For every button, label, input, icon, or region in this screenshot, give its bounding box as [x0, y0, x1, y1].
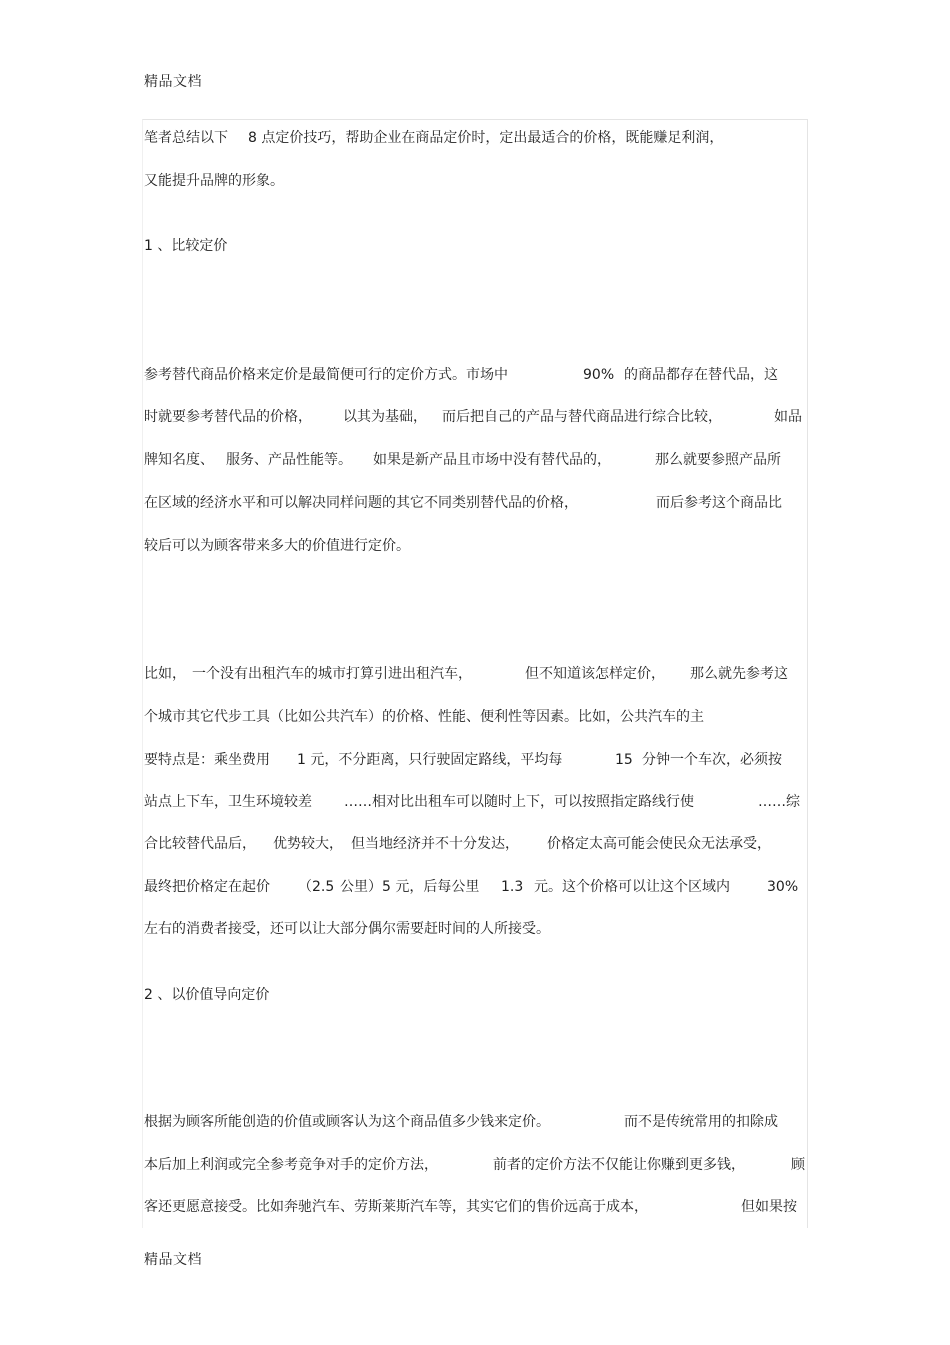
text-segment: 那么就要参照产品所 [655, 452, 781, 468]
text-segment: 比如， [144, 666, 186, 682]
text-segment: 客还更愿意接受。比如奔驰汽车、劳斯莱斯汽车等，其实它们的售价远高于成本， [144, 1199, 648, 1215]
text-segment: 但不知道该怎样定价， [525, 666, 665, 682]
text-segment: 个城市其它代步工具（比如公共汽车）的价格、性能、便利性等因素。比如，公共汽车的主 [144, 709, 704, 725]
text-segment: 90% [583, 367, 615, 383]
text-segment: 但如果按 [741, 1199, 797, 1215]
heading-text: 1 、比较定价 [144, 238, 228, 254]
text-segment: 左右的消费者接受，还可以让大部分偶尔需要赶时间的人所接受。 [144, 921, 550, 937]
text-segment: 合比较替代品后， [144, 836, 256, 852]
text-segment: 分钟一个车次，必须按 [642, 752, 782, 768]
text-segment: 以其为基础， [343, 409, 427, 425]
text-segment: 一个没有出租汽车的城市打算引进出租汽车， [192, 666, 472, 682]
text-segment: 而不是传统常用的扣除成 [624, 1114, 778, 1130]
text-segment: 根据为顾客所能创造的价值或顾客认为这个商品值多少钱来定价。 [144, 1114, 550, 1130]
text-segment: 较后可以为顾客带来多大的价值进行定价。 [144, 538, 410, 554]
text-segment: 的商品都存在替代品，这 [624, 367, 778, 383]
text-segment: 元。这个价格可以让这个区域内 [534, 879, 730, 895]
text-segment: 30% [767, 879, 799, 895]
text-segment: 笔者总结以下 [144, 130, 228, 146]
text-segment: （2.5 [298, 879, 335, 895]
text-segment: 价格定太高可能会使民众无法承受， [547, 836, 771, 852]
text-segment: 站点上下车，卫生环境较差 [144, 794, 312, 810]
text-segment: ……综 [758, 794, 800, 810]
text-segment: 而后把自己的产品与替代商品进行综合比较， [442, 409, 722, 425]
text-segment: 前者的定价方法不仅能让你赚到更多钱， [493, 1157, 745, 1173]
text-segment: 参考替代商品价格来定价是最简便可行的定价方式。市场中 [144, 367, 508, 383]
text-segment: 1.3 [501, 879, 524, 895]
text-segment: 本后加上利润或完全参考竞争对手的定价方法， [144, 1157, 438, 1173]
text-segment: 顾 [791, 1157, 805, 1173]
text-segment: 优势较大， [273, 836, 343, 852]
page-footer-label: 精品文档 [144, 1252, 202, 1268]
text-segment: 在区域的经济水平和可以解决同样问题的其它不同类别替代品的价格， [144, 495, 578, 511]
text-segment: 牌知名度、 [144, 452, 214, 468]
text-segment: 8 点定价技巧，帮助企业在商品定价时，定出最适合的价格，既能赚足利润， [248, 130, 724, 146]
text-segment: 服务、产品性能等。 [226, 452, 352, 468]
heading-text: 2 、以价值导向定价 [144, 987, 270, 1003]
page-header-label: 精品文档 [144, 74, 202, 90]
text-segment: 如果是新产品且市场中没有替代品的， [373, 452, 611, 468]
text-segment: 1 元，不分距离，只行驶固定路线，平均每 [297, 752, 563, 768]
text-segment: 又能提升品牌的形象。 [144, 173, 284, 189]
text-segment: 而后参考这个商品比 [656, 495, 782, 511]
text-segment: 时就要参考替代品的价格， [144, 409, 312, 425]
text-segment: 但当地经济并不十分发达， [351, 836, 519, 852]
text-segment: 15 [615, 752, 633, 768]
text-segment: 公里）5 元，后每公里 [340, 879, 480, 895]
text-segment: 要特点是：乘坐费用 [144, 752, 270, 768]
text-segment: 那么就先参考这 [690, 666, 788, 682]
text-segment: 如品 [774, 409, 802, 425]
text-segment: ……相对比出租车可以随时上下，可以按照指定路线行使 [344, 794, 694, 810]
text-segment: 最终把价格定在起价 [144, 879, 270, 895]
